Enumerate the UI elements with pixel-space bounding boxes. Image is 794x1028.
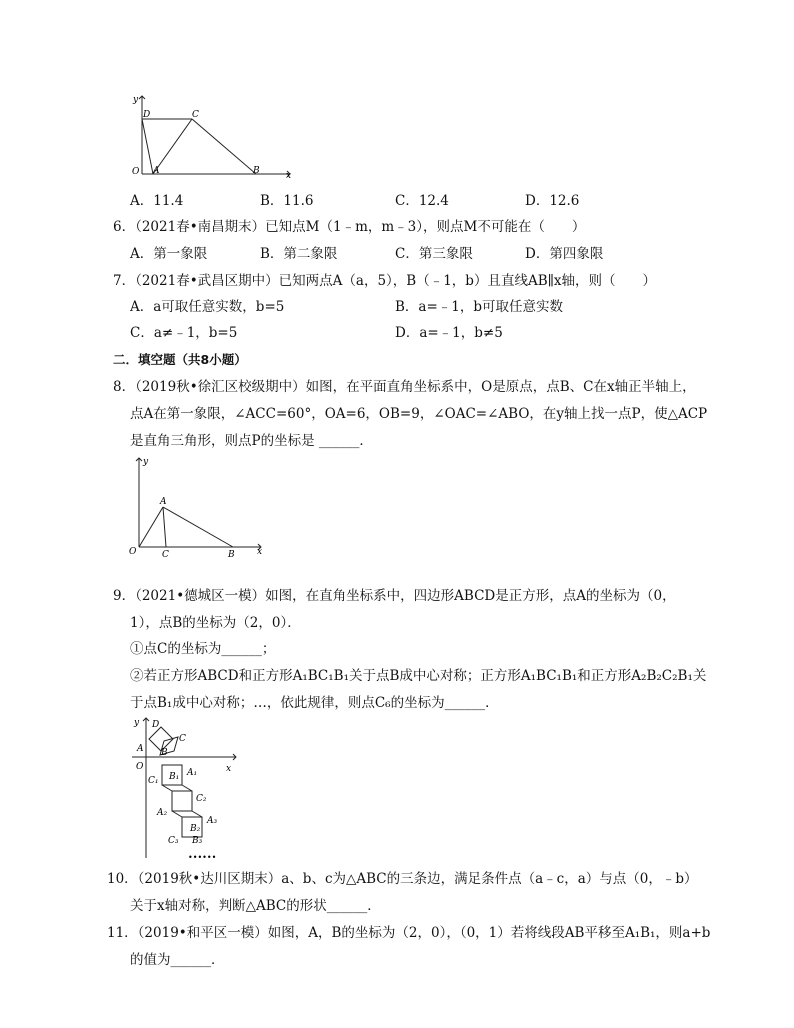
q9-line4: ②若正方形ABCD和正方形A₁BC₁B₁关于点B成中心对称；正方形A₁BC₁B₁和正方形A₂B₂C₂B₁关 xyxy=(130,668,707,684)
q6-text: 6．（2021春•南昌期末）已知点M（1﹣m，m﹣3），则点M不可能在（ ） xyxy=(113,219,586,235)
q5-option-a: A．11.4 xyxy=(130,193,184,209)
q5-figure xyxy=(128,92,298,182)
q11-line2: 的值为______． xyxy=(130,952,225,968)
q9-line2: 1），点B的坐标为（2，0）． xyxy=(130,615,301,631)
q10-line2: 关于x轴对称，判断△ABC的形状______． xyxy=(130,898,381,914)
q5-option-c: C．12.4 xyxy=(395,193,449,209)
q9-line3: ①点C的坐标为______； xyxy=(130,641,276,657)
label-B3: B₃ xyxy=(192,836,203,846)
label-C: C xyxy=(162,550,169,560)
label-O: O xyxy=(132,167,140,177)
link-3 xyxy=(172,811,182,817)
label-y: y xyxy=(133,95,139,105)
link-4 xyxy=(192,811,202,817)
label-x: x xyxy=(257,547,263,557)
q6-option-a: A．第一象限 xyxy=(130,246,208,262)
q8-line2: 点A在第一象限，∠ACC=60°，OA=6，OB=9，∠OAC=∠ABO，在y轴上找一点P，使△ACP xyxy=(130,406,708,422)
label-A1: A₁ xyxy=(187,768,198,778)
q9-figure xyxy=(128,715,243,865)
q7-option-c: C．a≠﹣1，b=5 xyxy=(130,325,238,341)
label-x: x xyxy=(286,171,292,181)
label-A3: A₃ xyxy=(207,816,218,826)
segment-CB xyxy=(192,119,256,174)
link-2 xyxy=(182,785,192,791)
label-A: A xyxy=(153,166,160,176)
square-2 xyxy=(172,791,192,811)
label-x: x xyxy=(226,764,232,774)
segment-DA xyxy=(142,119,153,174)
label-C: C xyxy=(179,734,186,744)
q8-line1: 8．（2019秋•徐汇区校级期中）如图，在平面直角坐标系中，O是原点，点B、C在x轴正半轴上， xyxy=(113,379,696,395)
q10-line1: 10．（2019秋•达川区期末）a、b、c为△ABC的三条边，满足条件点（a﹣c，a）与点（0，﹣b） xyxy=(107,871,698,887)
q7-option-b: B．a=﹣1，b可取任意实数 xyxy=(395,299,564,315)
label-O: O xyxy=(136,762,144,772)
q6-option-d: D．第四象限 xyxy=(525,246,604,262)
q5-option-d: D．12.6 xyxy=(525,193,580,209)
q6-option-b: B．第二象限 xyxy=(260,246,338,262)
label-B: B xyxy=(253,166,260,176)
label-C: C xyxy=(192,110,199,120)
segment-AC xyxy=(163,507,166,547)
q11-line1: 11．（2019•和平区一模）如图，A，B的坐标为（2，0），（0，1）若将线段AB平移至A₁B₁，则a+b xyxy=(107,925,711,941)
label-A: A xyxy=(160,497,167,507)
section-title: 二．填空题（共8小题） xyxy=(113,352,247,367)
label-O: O xyxy=(129,547,137,557)
label-C1: C₁ xyxy=(148,776,159,786)
label-A2: A₂ xyxy=(157,808,168,818)
label-B: B xyxy=(228,550,235,560)
label-y: y xyxy=(143,457,149,467)
q9-line5: 于点B₁成中心对称；…，依此规律，则点C₆的坐标为______． xyxy=(130,695,499,711)
q7-option-a: A．a可取任意实数，b=5 xyxy=(130,299,285,315)
q8-line3: 是直角三角形，则点P的坐标是 ______． xyxy=(130,433,373,449)
segment-AB xyxy=(163,507,233,547)
label-A: A xyxy=(137,744,144,754)
q8-figure xyxy=(125,455,270,560)
label-D: D xyxy=(152,720,160,730)
q7-text: 7．（2021春•武昌区期中）已知两点A（a，5），B（﹣1，b）且直线AB∥x轴，则（ ） xyxy=(113,273,656,289)
q5-option-b: B．11.6 xyxy=(260,193,314,209)
label-B2: B₂ xyxy=(190,824,201,834)
segment-OA xyxy=(139,507,163,547)
continuation-dots: •••••• xyxy=(188,853,217,862)
label-D: D xyxy=(143,110,151,120)
label-C2: C₂ xyxy=(196,794,207,804)
q6-option-c: C．第三象限 xyxy=(395,246,473,262)
label-B: B xyxy=(161,748,168,758)
link-1 xyxy=(162,785,172,791)
label-B1: B₁ xyxy=(169,772,180,782)
q9-line1: 9．（2021•德城区一模）如图，在直角坐标系中，四边形ABCD是正方形，点A的坐标为（0， xyxy=(113,588,676,604)
q7-option-d: D．a=﹣1，b≠5 xyxy=(395,325,503,341)
label-C3: C₃ xyxy=(168,836,179,846)
label-y: y xyxy=(134,718,140,728)
